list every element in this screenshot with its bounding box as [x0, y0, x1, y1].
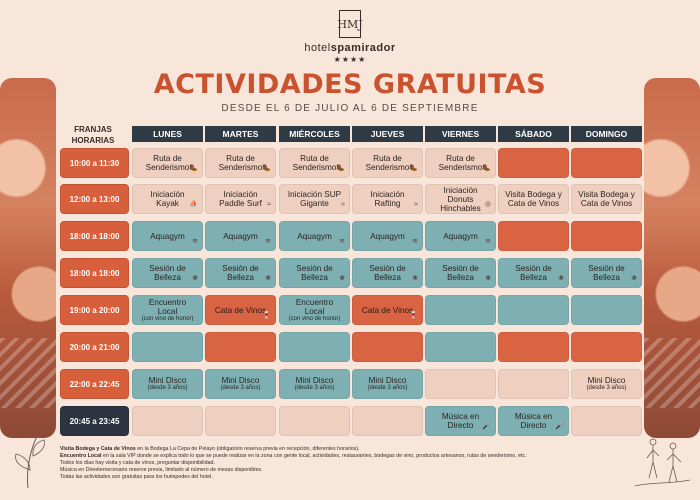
activity-cell [352, 148, 423, 178]
activity-label: Cata de Vinos [214, 305, 267, 315]
hotel-logo [339, 10, 361, 38]
hotel-stars: ★★★★ [333, 55, 367, 64]
activity-label: Aquagym [297, 231, 332, 241]
hiker-icon: 🥾 [409, 165, 418, 172]
day-header: MARTES [205, 126, 276, 142]
hiker-icon: 🥾 [482, 165, 491, 172]
footnote-line [60, 474, 620, 481]
footnote-text: Todas las actividades son gratuitas para los huéspedes del hotel. [60, 474, 213, 480]
activity-label: Ruta de Senderismo [438, 154, 483, 172]
activity-label: Aquagym [150, 231, 185, 241]
time-slot: 20:45 a 23:45 [60, 406, 129, 436]
activity-cell [571, 148, 642, 178]
activity-label: Sesión de Belleza [369, 264, 406, 282]
footnote-text: en la sala VIP donde se explica todo lo que se puede realizar en la zona con gente local, actividades, restaurantes, bodegas de vino, productos artesanos, rutas de senderismo, etc. [101, 453, 527, 459]
activity-label: Ruta de Senderismo [218, 154, 263, 172]
activity-cell [571, 406, 642, 436]
page-title: ACTIVIDADES GRATUITAS [153, 69, 547, 100]
activity-label: Visita Bodega y Cata de Vinos [505, 190, 562, 208]
activity-label: Encuentro Local [148, 297, 187, 316]
activity-cell [352, 332, 423, 362]
lotus-icon: ❀ [485, 275, 491, 282]
activity-cell [498, 184, 569, 214]
time-slot: 18:00 a 18:00 [60, 258, 129, 288]
activity-cell [279, 332, 350, 362]
time-slot: 12:00 a 13:00 [60, 184, 129, 214]
wine-icon: 🍷 [409, 312, 418, 319]
activity-label: Aquagym [223, 231, 258, 241]
activity-cell [205, 332, 276, 362]
time-slots-header: FRANJAS HORARIAS [71, 125, 115, 145]
activity-cell [425, 295, 496, 325]
hiker-icon: 🥾 [189, 165, 198, 172]
activity-cell [498, 148, 569, 178]
activity-cell [571, 332, 642, 362]
activity-label: Música en Directo [514, 412, 553, 430]
sup-icon: ≈ [341, 201, 345, 208]
activity-cell [279, 221, 350, 251]
footnote-line [60, 446, 620, 453]
activity-label: Sesión de Belleza [149, 264, 186, 282]
activity-label: Aquagym [370, 231, 405, 241]
activity-note: (con vino de honor) [141, 315, 194, 322]
activity-cell [352, 184, 423, 214]
activity-cell [498, 406, 569, 436]
lotus-icon: ❀ [265, 275, 271, 282]
activity-cell [205, 148, 276, 178]
activity-note: (desde 3 años) [294, 385, 335, 391]
lotus-icon: ❀ [412, 275, 418, 282]
swim-icon: ≋ [485, 238, 491, 245]
hikers-illustration [635, 430, 690, 490]
activity-label: Cata de Vinos [361, 305, 414, 315]
activity-cell [279, 258, 350, 288]
activity-note: (con vino de honor) [288, 315, 341, 322]
footnotes [60, 446, 620, 481]
activity-cell [352, 369, 423, 399]
rafting-photo-right [644, 78, 700, 438]
activity-label: Ruta de Senderismo [145, 154, 190, 172]
brand-prefix: hotel [304, 42, 331, 54]
page-subtitle: DESDE EL 6 DE JULIO AL 6 DE SEPTIEMBRE [221, 103, 479, 114]
lotus-icon: ❀ [192, 275, 198, 282]
day-header: SÁBADO [498, 126, 569, 142]
time-slot: 22:00 a 22:45 [60, 369, 129, 399]
activity-label: Iniciación Rafting [370, 190, 405, 208]
activity-cell [205, 221, 276, 251]
footnote-text: Todos los días hay visita y cata de vinos, preguntar disponibilidad. [60, 460, 215, 466]
swim-icon: ≋ [192, 238, 198, 245]
activity-label: Mini Disco [221, 376, 260, 385]
activity-note: (desde 3 años) [367, 385, 408, 391]
activity-label: Mini Disco [295, 376, 334, 385]
activity-cell [279, 184, 350, 214]
activity-label: Música en Directo [441, 412, 480, 430]
activity-cell [132, 406, 203, 436]
activity-cell [132, 221, 203, 251]
activity-cell [132, 148, 203, 178]
time-slot: 20:00 a 21:00 [60, 332, 129, 362]
activity-label: Mini Disco [587, 376, 626, 385]
footnote-line [60, 453, 620, 460]
brand-name: spamirador [330, 42, 396, 54]
leaf-illustration [8, 430, 48, 490]
logo-monogram: HMJ [337, 17, 363, 31]
activity-cell [132, 295, 203, 325]
activity-cell [498, 332, 569, 362]
activity-label: Ruta de Senderismo [365, 154, 410, 172]
lotus-icon: ❀ [631, 275, 637, 282]
activity-cell [132, 332, 203, 362]
activity-cell [205, 369, 276, 399]
footnote-text: en la Bodega La Cepa de Pelayo (obligatorio reserva previa en recepción, diferentes horarios). [135, 446, 360, 452]
activity-label: Iniciación SUP Gigante [287, 190, 342, 208]
activity-cell [279, 148, 350, 178]
activity-cell [352, 406, 423, 436]
activity-label: Ruta de Senderismo [292, 154, 337, 172]
time-slot: 19:00 a 20:00 [60, 295, 129, 325]
donut-icon: ◎ [484, 201, 491, 208]
hiker-icon: 🥾 [336, 165, 345, 172]
microphone-icon: 🎤 [482, 423, 491, 430]
raft-icon: ≈ [414, 201, 418, 208]
activity-cell [425, 148, 496, 178]
activity-label: Iniciación Kayak [150, 190, 185, 208]
activity-cell [279, 406, 350, 436]
time-slot: 18:00 a 18:00 [60, 221, 129, 251]
activity-cell [498, 369, 569, 399]
activity-label: Sesión de Belleza [222, 264, 259, 282]
activity-label: Mini Disco [368, 376, 407, 385]
activity-label: Sesión de Belleza [442, 264, 479, 282]
activity-cell [352, 221, 423, 251]
activity-label: Iniciación Paddle Surf [219, 190, 262, 208]
swim-icon: ≋ [339, 238, 345, 245]
day-header: LUNES [132, 126, 203, 142]
activity-cell [205, 295, 276, 325]
activity-cell [571, 295, 642, 325]
hotel-brand [0, 42, 700, 54]
footnote-bold: Encuentro Local [60, 453, 102, 459]
activity-cell [571, 221, 642, 251]
activity-cell [498, 295, 569, 325]
activity-cell [425, 332, 496, 362]
activity-cell [425, 406, 496, 436]
wine-icon: 🍷 [262, 312, 271, 319]
activity-cell [205, 258, 276, 288]
hiker-icon: 🥾 [262, 165, 271, 172]
activity-label: Sesión de Belleza [588, 264, 625, 282]
activity-cell [279, 295, 350, 325]
activity-cell [571, 184, 642, 214]
activity-cell [279, 369, 350, 399]
rafting-photo-left [0, 78, 56, 438]
activity-cell [425, 258, 496, 288]
lotus-icon: ❀ [558, 275, 564, 282]
activity-cell [352, 295, 423, 325]
activity-cell [425, 369, 496, 399]
activity-label: Mini Disco [148, 376, 187, 385]
activity-cell [571, 258, 642, 288]
day-header: MIÉRCOLES [279, 126, 350, 142]
activity-note: (desde 3 años) [147, 385, 188, 391]
lotus-icon: ❀ [339, 275, 345, 282]
activity-note: (desde 3 años) [586, 385, 627, 391]
activity-cell [132, 184, 203, 214]
day-header: DOMINGO [571, 126, 642, 142]
activity-cell [132, 369, 203, 399]
activity-label: Iniciación Donuts Hinchables [440, 185, 481, 213]
activity-label: Sesión de Belleza [296, 264, 333, 282]
activity-cell [205, 184, 276, 214]
activity-note: (desde 3 años) [220, 385, 261, 391]
paddle-icon: ≈ [267, 201, 271, 208]
activity-label: Encuentro Local [295, 297, 334, 316]
activity-label: Sesión de Belleza [515, 264, 552, 282]
activity-label: Aquagym [443, 231, 478, 241]
footnote-text: Música en Direeternecesario reserve previa, limitado al número de mesas disponibles. [60, 467, 263, 473]
activity-label: Visita Bodega y Cata de Vinos [578, 190, 635, 208]
activity-cell [132, 258, 203, 288]
microphone-icon: 🎤 [555, 423, 564, 430]
day-header: VIERNES [425, 126, 496, 142]
activity-cell [352, 258, 423, 288]
activity-cell [498, 221, 569, 251]
footnote-bold: Visita Bodega y Cata de Vinos [60, 446, 136, 452]
activity-cell [425, 221, 496, 251]
time-slot: 10:00 a 11:30 [60, 148, 129, 178]
activity-cell [425, 184, 496, 214]
activity-cell [571, 369, 642, 399]
day-header: JUEVES [352, 126, 423, 142]
swim-icon: ≋ [412, 238, 418, 245]
footnote-line [60, 460, 620, 467]
activity-cell [498, 258, 569, 288]
swim-icon: ≋ [265, 238, 271, 245]
footnote-line [60, 467, 620, 474]
kayak-icon: ⛵ [189, 201, 198, 208]
activity-cell [205, 406, 276, 436]
